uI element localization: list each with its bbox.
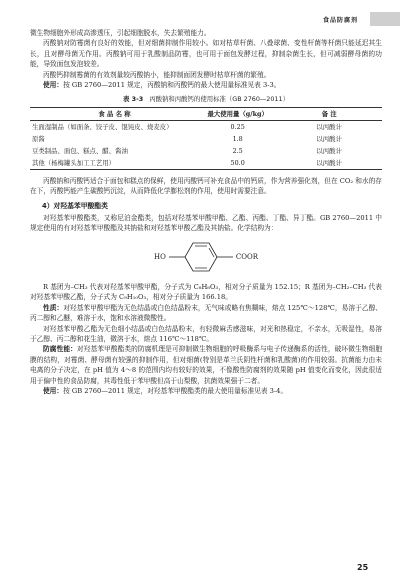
table-cell: 0.25 — [230, 122, 245, 131]
paragraph — [30, 386, 382, 396]
paragraph: 丙酸钠对防霉菌有良好的效能，但对细菌抑制作用较小。如对枯草杆菌、八叠球菌、变性杆菌等杆菌只能延迟其生长，且对酵母菌无作用。丙酸钠可用于乳酸制品防霉，也可用于面包发酵过程，抑制杂菌生长，但可减弱酵母菌的功能，导致面包发泡较差。 — [30, 39, 382, 69]
table-cell: 以丙酸计 — [316, 146, 342, 155]
table-cell: 以丙酸计 — [316, 122, 342, 131]
table-cell: 生面湿制品（如面条、饺子皮、馄饨皮、烧麦皮） — [32, 122, 173, 131]
table-cell: 以丙酸计 — [276, 157, 382, 170]
usage-standard-table — [30, 107, 382, 170]
usage-text: 按 GB 2760—2011 规定，对羟基苯甲酸酯类的最大使用量标准见表 3-4。 — [63, 386, 288, 395]
formula-right-group: COOR — [235, 252, 258, 261]
table-row — [30, 157, 382, 170]
preservative-text: 对羟基苯甲酸酯类的防腐机理是可抑制微生物细胞的呼吸酶系与电子传递酶系的活性，破坏微生物细胞膜的结构，对霉菌、酵母菌有较强的抑制作用，但对细菌(特别是革兰氏阴性杆菌和乳酸菌)的作用较弱。抗菌能力由未电离的分子决定，在 pH 值为 4～8 的范围内均有较好的效果，不像酸性防腐剂的效果随 pH 值变化而变化，因此很适用于偏中性的食品防腐，其毒性低于苯甲酸但高于山梨酸，抗菌效果强于二者。 — [30, 345, 383, 385]
column-header: 最大使用量（g/kg） — [199, 107, 276, 120]
table-title: 丙酸钠和丙酸钙的使用标准（GB 2760—2011） — [149, 95, 289, 104]
table-row — [30, 145, 382, 157]
table-caption — [30, 94, 382, 104]
running-header — [300, 12, 400, 26]
table-cell: 2.5 — [232, 146, 243, 155]
paragraph — [30, 303, 382, 324]
table-cell: 1.8 — [232, 134, 243, 143]
chapter-tab — [370, 12, 400, 26]
benzene-ring-icon — [169, 240, 233, 274]
table-number: 表 3-3 — [123, 95, 144, 104]
chemical-structure — [30, 240, 382, 274]
table-cell: 50.0 — [199, 157, 276, 170]
table-row — [30, 133, 382, 145]
table-cell: 其他（杨梅罐头加工工艺用） — [30, 157, 199, 170]
usage-label: 使用： — [43, 386, 64, 395]
paragraph: 对羟基苯甲酸乙酯为无色细小结晶或白色结晶粉末，有轻微麻舌感滋味，对光和热稳定，不亲水，无吸湿性，易溶于乙醇、丙二醇和花生油，微溶于水，熔点 116℃～118℃。 — [30, 324, 382, 343]
table-cell: 原酱 — [32, 134, 45, 143]
paragraph: 丙酸钠和丙酸钙适合于面包和糕点的保鲜，使用丙酸钙可补充食品中的钙质，作为营养强化剂，但在 CO₂ 和水的存在下，丙酸钙能产生碳酸钙沉淀，从而降低化学膨松剂的作用，使用时需要注意。 — [30, 176, 382, 196]
column-header: 备 注 — [276, 107, 382, 120]
paragraph: 微生物细胞外形成高渗透压，引起细胞脱水，失去繁殖能力。 — [30, 29, 211, 37]
section-heading: 4）对羟基苯甲酸酯类 — [42, 201, 108, 210]
table-cell: 豆类制品、面包、糕点、醋、酱油 — [32, 146, 128, 155]
page-number: 25 — [357, 563, 369, 572]
table-header-row — [30, 107, 382, 120]
paragraph: 对羟基苯甲酸酯类，又称尼泊金酯类，包括对羟基苯甲酸甲酯、乙酯、丙酯、丁酯、异丁酯。GB 2760—2011 中规定使用的有对羟基苯甲酸酯及其钠盐和对羟基苯甲酸乙酯及其钠盐。化学结构为： — [30, 214, 382, 233]
formula-left-group: HO — [154, 252, 166, 261]
paragraph: 丙酸钙抑制霉菌的有效剂量较丙酸钠小，能抑制面团发酵时枯草杆菌的繁殖。 — [43, 70, 271, 79]
usage-text: 按 GB 2760—2011 规定，丙酸钠和丙酸钙的最大使用量标准见表 3-3。 — [63, 81, 281, 90]
column-header: 食 品 名 称 — [30, 107, 199, 120]
usage-label: 使用： — [43, 81, 64, 90]
property-label: 性质： — [43, 303, 64, 312]
paragraph — [30, 80, 382, 90]
page-body — [30, 28, 382, 396]
paragraph: R 基团为–CH₃ 代表对羟基苯甲酸甲酯，分子式为 C₈H₈O₃，相对分子质量为 152.15；R 基团为–CH₂–CH₃ 代表对羟基苯甲酸乙酯，分子式为 C₉H₁₀O₃，相对分子质量为 166.18。 — [30, 282, 382, 302]
property-text: 对羟基苯甲酸甲酯为无色结晶或白色结晶粉末，无气味或略有焦糊味，熔点 125℃～128℃，易溶于乙醇、丙二醇和乙醚，难溶于水，饱和水溶液微酸性。 — [30, 303, 382, 323]
table-row — [30, 120, 382, 133]
preservative-label: 防腐性能： — [43, 345, 77, 354]
chapter-title: 食品防腐剂 — [322, 16, 358, 24]
paragraph — [30, 344, 382, 386]
table-cell: 以丙酸计 — [316, 134, 342, 143]
